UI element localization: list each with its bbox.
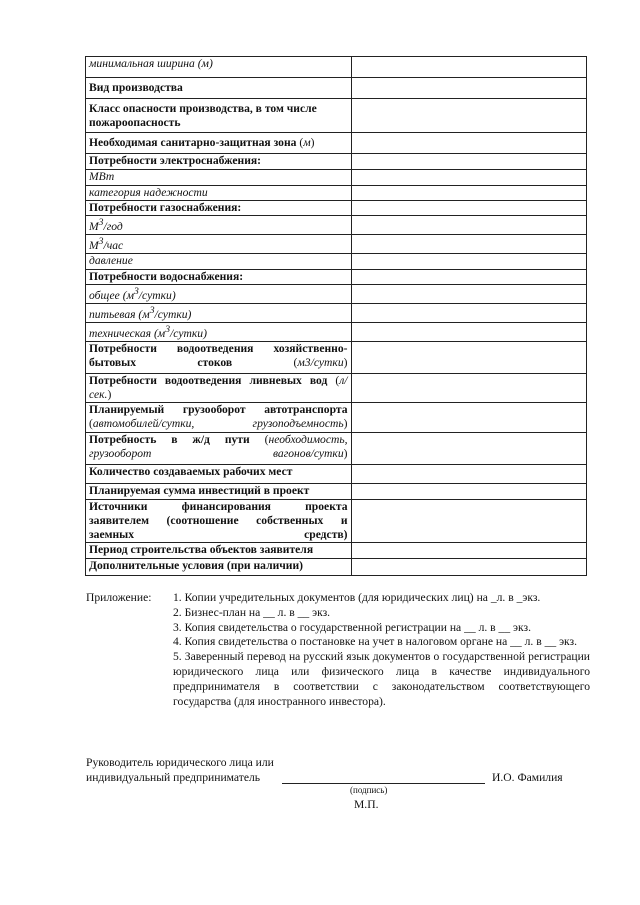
form-row: [86, 303, 587, 322]
form-row-label: Потребности водоснабжения:: [86, 269, 352, 284]
form-row-label: питьевая $(м^3/сутки)$: [86, 303, 352, 322]
form-row-label: Источники финансирования проекта заявителем (соотношение собственных и заемных средств): [86, 499, 352, 542]
form-row-label: Период строительства объектов заявителя: [86, 542, 352, 558]
form-row-value[interactable]: [351, 284, 586, 303]
stamp-placeholder: М.П.: [354, 798, 379, 811]
form-row-value[interactable]: [351, 373, 586, 402]
form-row-value[interactable]: [351, 269, 586, 284]
signature-caption: (подпись): [350, 785, 388, 795]
form-row: [86, 269, 587, 284]
form-table-body: [86, 57, 587, 576]
form-row-value[interactable]: [351, 216, 586, 235]
form-row: [86, 186, 587, 201]
form-row-label: давление: [86, 253, 352, 269]
form-row: [86, 499, 587, 542]
form-row-label: Класс опасности производства, в том числе пожароопасность: [86, 99, 352, 133]
form-row: [86, 235, 587, 254]
form-row-value[interactable]: [351, 432, 586, 464]
form-row: [86, 402, 587, 432]
appendix-item: 4. Копия свидетельства о постановке на учет в налоговом органе на __ л. в __ экз.: [173, 635, 577, 649]
signatory-name: И.О. Фамилия: [492, 771, 563, 784]
form-row-label: $М^3$/час: [86, 235, 352, 254]
form-row-label: техническая $(м^3/сутки)$: [86, 322, 352, 341]
form-row-value[interactable]: [351, 341, 586, 373]
form-row: [86, 57, 587, 78]
form-row-label: Потребности газоснабжения:: [86, 201, 352, 216]
appendix-item: 1. Копии учредительных документов (для юридических лиц) на _л. в _экз.: [173, 591, 541, 604]
form-row: [86, 432, 587, 464]
form-row-value[interactable]: [351, 253, 586, 269]
form-row-label: Дополнительные условия (при наличии): [86, 558, 352, 575]
form-row: [86, 558, 587, 575]
form-row: [86, 216, 587, 235]
form-row-label: $М^3$/год: [86, 216, 352, 235]
form-row: [86, 341, 587, 373]
form-row-label: Планируемая сумма инвестиций в проект: [86, 483, 352, 499]
form-row: [86, 170, 587, 186]
appendix-item: 2. Бизнес-план на __ л. в __ экз.: [173, 605, 331, 619]
form-row-label: Количество создаваемых рабочих мест: [86, 464, 352, 483]
form-row-label: категория надежности: [86, 186, 352, 201]
appendix-item: 5. Заверенный перевод на русский язык документов о государственной регистрации юридического лица или физического лица в качестве индивидуального предпринимателя в соответствии с законодательством соответствующего государства (для иностранного инвестора).: [173, 650, 590, 708]
form-row-value[interactable]: [351, 57, 586, 78]
form-row: [86, 133, 587, 154]
form-row-value[interactable]: [351, 303, 586, 322]
signature-line: [282, 783, 485, 784]
appendix-title: Приложение:: [86, 591, 152, 604]
form-row: [86, 322, 587, 341]
form-row-label: Необходимая санитарно-защитная зона (м): [86, 133, 352, 154]
form-row-value[interactable]: [351, 170, 586, 186]
form-row-label: Планируемый грузооборот автотранспорта (автомобилей/сутки, грузоподъемность): [86, 402, 352, 432]
form-row: [86, 464, 587, 483]
form-row-label: Потребности водоотведения ливневых вод (л/сек.): [86, 373, 352, 402]
form-row-value[interactable]: [351, 154, 586, 170]
application-form-table: [85, 56, 587, 576]
form-row-value[interactable]: [351, 186, 586, 201]
appendix-item: 3. Копия свидетельства о государственной регистрации на __ л. в __ экз.: [173, 620, 531, 634]
form-row-value[interactable]: [351, 201, 586, 216]
form-row-value[interactable]: [351, 322, 586, 341]
form-row-value[interactable]: [351, 558, 586, 575]
form-row: [86, 284, 587, 303]
form-row-value[interactable]: [351, 483, 586, 499]
form-row-label: Вид производства: [86, 78, 352, 99]
form-row-value[interactable]: [351, 78, 586, 99]
form-row-label: Потребность в ж/д пути (необходимость, грузооборот вагонов/сутки): [86, 432, 352, 464]
form-row: [86, 483, 587, 499]
form-row-label: общее $(м^3/сутки)$: [86, 284, 352, 303]
form-row-label: минимальная ширина (м): [86, 57, 352, 78]
form-row-value[interactable]: [351, 464, 586, 483]
form-row-label: Потребности электроснабжения:: [86, 154, 352, 170]
form-row: [86, 373, 587, 402]
form-row-value[interactable]: [351, 402, 586, 432]
appendix-list: [173, 591, 590, 709]
form-row-value[interactable]: [351, 235, 586, 254]
form-row: [86, 201, 587, 216]
form-row-value[interactable]: [351, 499, 586, 542]
signatory-title-line2: индивидуальный предприниматель: [86, 771, 261, 784]
form-row: [86, 99, 587, 133]
form-row: [86, 154, 587, 170]
form-row: [86, 78, 587, 99]
form-row-value[interactable]: [351, 133, 586, 154]
form-row: [86, 253, 587, 269]
signatory-title-line1: Руководитель юридического лица или: [86, 756, 274, 769]
form-row-value[interactable]: [351, 99, 586, 133]
form-row: [86, 542, 587, 558]
form-row-label: Потребности водоотведения хозяйственно-бытовых стоков (м3/сутки): [86, 341, 352, 373]
form-row-label: МВт: [86, 170, 352, 186]
form-row-value[interactable]: [351, 542, 586, 558]
